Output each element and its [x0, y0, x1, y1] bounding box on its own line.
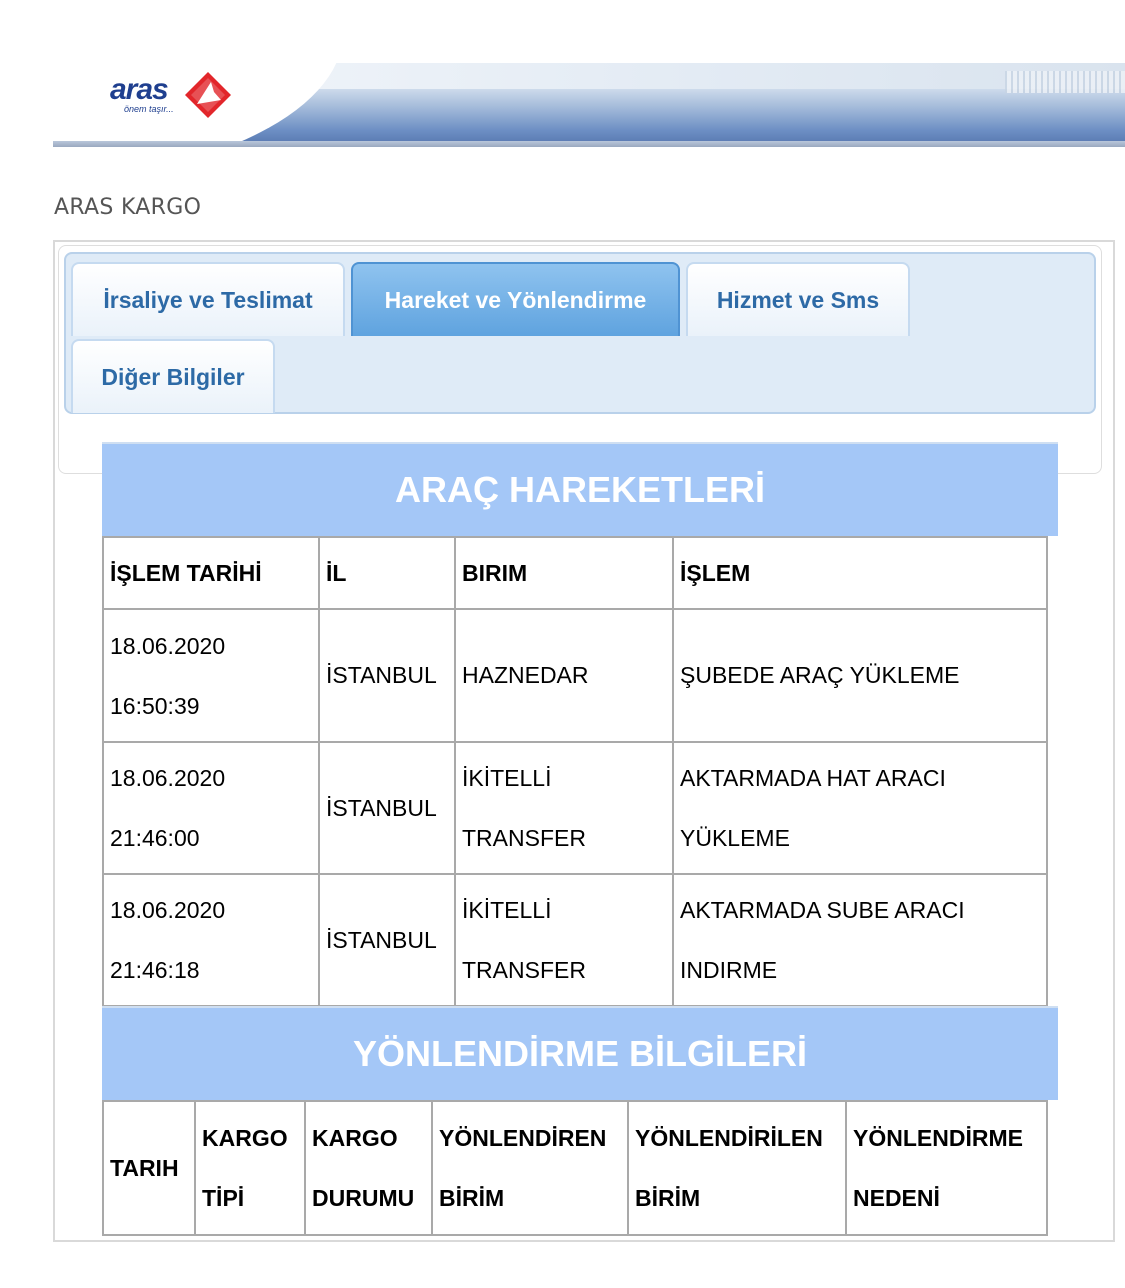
redirection-info-table [102, 1100, 1048, 1236]
banner-bottom-line [53, 141, 1125, 147]
header-line-2: NEDENİ [853, 1185, 940, 1211]
header-line-2: TİPİ [202, 1185, 245, 1211]
column-header-redirected-unit [628, 1101, 846, 1235]
header-line-1: YÖNLENDİRİLEN [635, 1125, 823, 1151]
date-cell [103, 742, 319, 874]
unit-line-1: İKİTELLİ [462, 897, 552, 923]
vehicle-movements-header: ARAÇ HAREKETLERİ [102, 442, 1058, 536]
time-value: 21:46:18 [110, 957, 200, 983]
redirection-info-header: YÖNLENDİRME BİLGİLERİ [102, 1006, 1058, 1100]
city-cell: İSTANBUL [319, 874, 455, 1006]
action-cell [673, 874, 1047, 1006]
date-value: 18.06.2020 [110, 897, 226, 923]
column-header-redirecting-unit [432, 1101, 628, 1235]
column-header-date: İŞLEM TARİHİ [103, 537, 319, 609]
unit-cell [455, 874, 673, 1006]
action-line-1: AKTARMADA SUBE ARACI [680, 897, 965, 923]
column-header-redirection-reason [846, 1101, 1047, 1235]
unit-line-2: TRANSFER [462, 957, 586, 983]
date-value: 18.06.2020 [110, 632, 226, 659]
column-header-date: TARIH [103, 1101, 195, 1235]
column-header-action: İŞLEM [673, 537, 1047, 609]
header-line-1: KARGO [312, 1125, 398, 1151]
header-line-1: YÖNLENDİREN [439, 1125, 607, 1151]
page-title: ARAS KARGO [54, 195, 202, 220]
action-cell [673, 742, 1047, 874]
vehicle-movements-table [102, 536, 1048, 1007]
header-line-2: DURUMU [312, 1185, 415, 1211]
city-cell: İSTANBUL [319, 742, 455, 874]
column-header-unit: BIRIM [455, 537, 673, 609]
logo-tagline: önem taşır... [124, 104, 174, 114]
column-header-city: İL [319, 537, 455, 609]
tab-hizmet-sms[interactable]: Hizmet ve Sms [686, 262, 910, 336]
city-cell: İSTANBUL [319, 609, 455, 742]
header-line-1: YÖNLENDİRME [853, 1125, 1023, 1151]
header-line-2: BİRİM [635, 1185, 701, 1211]
unit-cell [455, 742, 673, 874]
action-line-1: AKTARMADA HAT ARACI [680, 765, 946, 791]
action-line-2: YÜKLEME [680, 825, 790, 851]
tab-hareket-yonlendirme[interactable]: Hareket ve Yönlendirme [351, 262, 680, 336]
table-row [103, 742, 1047, 874]
table-header-row [103, 537, 1047, 609]
action-line-2: INDIRME [680, 957, 778, 983]
table-row [103, 609, 1047, 742]
tab-diger-bilgiler[interactable]: Diğer Bilgiler [71, 339, 275, 413]
logo-text[interactable]: aras [110, 73, 168, 106]
unit-line-2: TRANSFER [462, 825, 586, 851]
banner-pattern [1005, 71, 1125, 93]
aras-logo-icon[interactable] [183, 70, 233, 120]
date-cell [103, 874, 319, 1006]
unit-line-1: İKİTELLİ [462, 765, 552, 791]
time-value: 21:46:00 [110, 825, 200, 851]
time-value: 16:50:39 [110, 692, 200, 719]
table-row [103, 874, 1047, 1006]
date-value: 18.06.2020 [110, 765, 226, 791]
header-line-1: KARGO [202, 1125, 288, 1151]
header-line-2: BİRİM [439, 1185, 505, 1211]
column-header-cargo-status [305, 1101, 432, 1235]
date-cell [103, 609, 319, 742]
action-cell: ŞUBEDE ARAÇ YÜKLEME [673, 609, 1047, 742]
unit-cell: HAZNEDAR [455, 609, 673, 742]
tab-irsaliye-teslimat[interactable]: İrsaliye ve Teslimat [71, 262, 345, 336]
table-header-row [103, 1101, 1047, 1235]
column-header-cargo-type [195, 1101, 305, 1235]
